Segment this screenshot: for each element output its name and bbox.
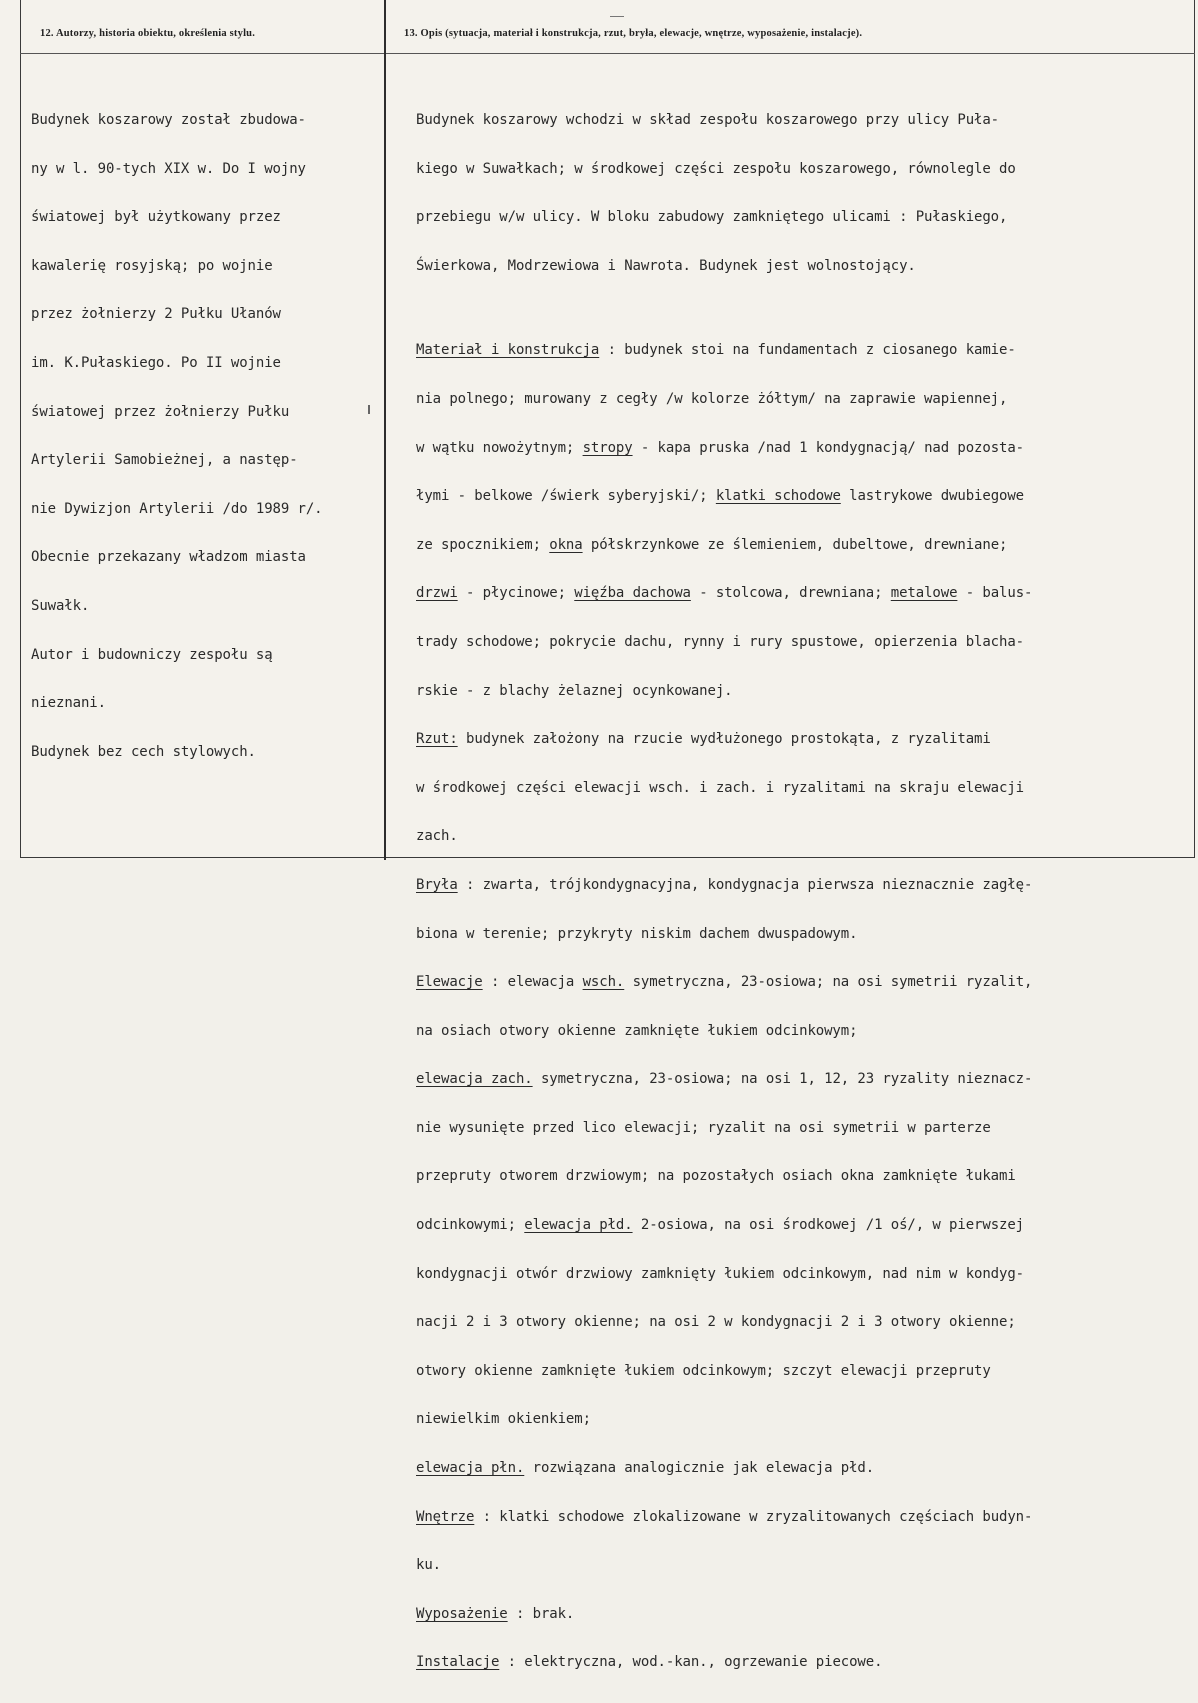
- drzwi-heading: drzwi: [416, 585, 458, 602]
- text-line: światowej przez żołnierzy Pułku: [31, 403, 290, 420]
- text-line: Świerkowa, Modrzewiowa i Nawrota. Budynek jest wolnostojący.: [416, 257, 916, 274]
- text-line: im. K.Pułaskiego. Po II wojnie: [31, 354, 281, 371]
- zach-heading: elewacja zach.: [416, 1071, 533, 1088]
- text-line: kondygnacji otwór drzwiowy zamknięty łukiem odcinkowym, nad nim w kondyg-: [416, 1265, 1024, 1282]
- text-line: zach.: [416, 828, 458, 845]
- wyposazenie-heading: Wyposażenie: [416, 1605, 508, 1622]
- description-text: [416, 80, 1032, 1703]
- pld-heading: elewacja płd.: [524, 1217, 633, 1234]
- header-rule-left: [20, 53, 384, 54]
- text-line: nieznani.: [31, 695, 106, 712]
- text-line: elewacja zach. symetryczna, 23-osiowa; na osi 1, 12, 23 ryzality nieznacz-: [416, 1071, 1033, 1088]
- text-line: Elewacje : elewacja wsch. symetryczna, 23-osiowa; na osi symetrii ryzalit,: [416, 974, 1033, 991]
- klatki-heading: klatki schodowe: [715, 488, 841, 505]
- stropy-heading: stropy: [582, 439, 633, 456]
- wnetrze-heading: Wnętrze: [416, 1508, 475, 1525]
- text-line: przebiegu w/w ulicy. W bloku zabudowy zamkniętego ulicami : Pułaskiego,: [416, 209, 1008, 226]
- text-line: rskie - z blachy żelaznej ocynkowanej.: [416, 682, 733, 699]
- rzut-heading: Rzut:: [416, 731, 458, 748]
- text-line: w wątku nowożytnym; stropy - kapa pruska /nad 1 kondygnacją/ nad pozosta-: [416, 439, 1025, 456]
- pln-heading: elewacja płn.: [416, 1460, 525, 1477]
- pencil-mark: [368, 405, 370, 414]
- text-line: łymi - belkowe /świerk syberyjski/; klatki schodowe lastrykowe dwubiegowe: [416, 488, 1025, 505]
- text-line: otwory okienne zamknięte łukiem odcinkowym; szczyt elewacji przepruty: [416, 1362, 991, 1379]
- text-line: nie wysunięte przed lico elewacji; ryzalit na osi symetrii w parterze: [416, 1119, 991, 1136]
- text-line: Budynek bez cech stylowych.: [31, 743, 256, 760]
- wiezba-heading: więźba dachowa: [574, 585, 691, 602]
- text-line: przepruty otworem drzwiowym; na pozostałych osiach okna zamknięte łukami: [416, 1168, 1016, 1185]
- elewacje-heading: Elewacje: [416, 974, 483, 991]
- metalowe-heading: metalowe: [890, 585, 958, 602]
- text-line: Wyposażenie : brak.: [416, 1605, 575, 1622]
- text-line: Rzut: budynek założony na rzucie wydłużonego prostokąta, z ryzalitami: [416, 731, 991, 748]
- column-divider: [384, 0, 386, 860]
- material-heading: Materiał i konstrukcja: [416, 342, 600, 359]
- text-line: kiego w Suwałkach; w środkowej części zespołu koszarowego, równolegle do: [416, 160, 1016, 177]
- text-line: Instalacje : elektryczna, wod.-kan., ogrzewanie piecowe.: [416, 1654, 883, 1671]
- text-line: Artylerii Samobieżnej, a następ-: [31, 452, 298, 469]
- history-text: [31, 80, 323, 792]
- section-12-header: 12. Autorzy, historia obiektu, określenia stylu.: [40, 28, 256, 39]
- text-line: Materiał i konstrukcja : budynek stoi na fundamentach z ciosanego kamie-: [416, 342, 1016, 359]
- text-line: Suwałk.: [31, 597, 90, 614]
- text-line: na osiach otwory okienne zamknięte łukiem odcinkowym;: [416, 1022, 858, 1039]
- text-line: światowej był użytkowany przez: [31, 209, 281, 226]
- section-13-header: 13. Opis (sytuacja, materiał i konstrukcja, rzut, bryła, elewacje, wnętrze, wyposażenie, instalacje).: [404, 28, 863, 39]
- scan-mark: [610, 16, 624, 17]
- header-rule-right: [386, 53, 1195, 54]
- text-line: ze spocznikiem; okna półskrzynkowe ze ślemieniem, dubeltowe, drewniane;: [416, 536, 1008, 553]
- text-line: drzwi - płycinowe; więźba dachowa - stolcowa, drewniana; metalowe - balus-: [416, 585, 1033, 602]
- text-line: Budynek koszarowy został zbudowa-: [31, 112, 306, 128]
- text-line: Bryła : zwarta, trójkondygnacyjna, kondygnacja pierwsza nieznacznie zagłę-: [416, 876, 1033, 893]
- text-line: Obecnie przekazany władzom miasta: [31, 549, 306, 566]
- text-line: ny w l. 90-tych XIX w. Do I wojny: [31, 160, 306, 177]
- bryla-heading: Bryła: [416, 876, 458, 893]
- text-line: nia polnego; murowany z cegły /w kolorze żółtym/ na zaprawie wapiennej,: [416, 390, 1008, 407]
- text-line: biona w terenie; przykryty niskim dachem dwuspadowym.: [416, 925, 858, 942]
- text-line: odcinkowymi; elewacja płd. 2-osiowa, na osi środkowej /1 oś/, w pierwszej: [416, 1217, 1025, 1234]
- text-line: trady schodowe; pokrycie dachu, rynny i rury spustowe, opierzenia blacha-: [416, 633, 1024, 650]
- text-line: kawalerię rosyjską; po wojnie: [31, 257, 273, 274]
- text-line: nacji 2 i 3 otwory okienne; na osi 2 w kondygnacji 2 i 3 otwory okienne;: [416, 1314, 1016, 1331]
- instalacje-heading: Instalacje: [416, 1654, 500, 1671]
- wsch-heading: wsch.: [582, 974, 625, 991]
- okna-heading: okna: [549, 536, 583, 553]
- text-line: nie Dywizjon Artylerii /do 1989 r/.: [31, 500, 323, 517]
- text-line: elewacja płn. rozwiązana analogicznie jak elewacja płd.: [416, 1460, 875, 1477]
- text-line: Budynek koszarowy wchodzi w skład zespołu koszarowego przy ulicy Puła-: [416, 112, 1000, 128]
- text-line: niewielkim okienkiem;: [416, 1411, 591, 1428]
- text-line: Wnętrze : klatki schodowe zlokalizowane w zryzalitowanych częściach budyn-: [416, 1508, 1033, 1525]
- text-line: ku.: [416, 1557, 441, 1574]
- text-line: w środkowej części elewacji wsch. i zach. i ryzalitami na skraju elewacji: [416, 779, 1024, 796]
- text-line: przez żołnierzy 2 Pułku Ułanów: [31, 306, 281, 323]
- text-line: Autor i budowniczy zespołu są: [31, 646, 273, 663]
